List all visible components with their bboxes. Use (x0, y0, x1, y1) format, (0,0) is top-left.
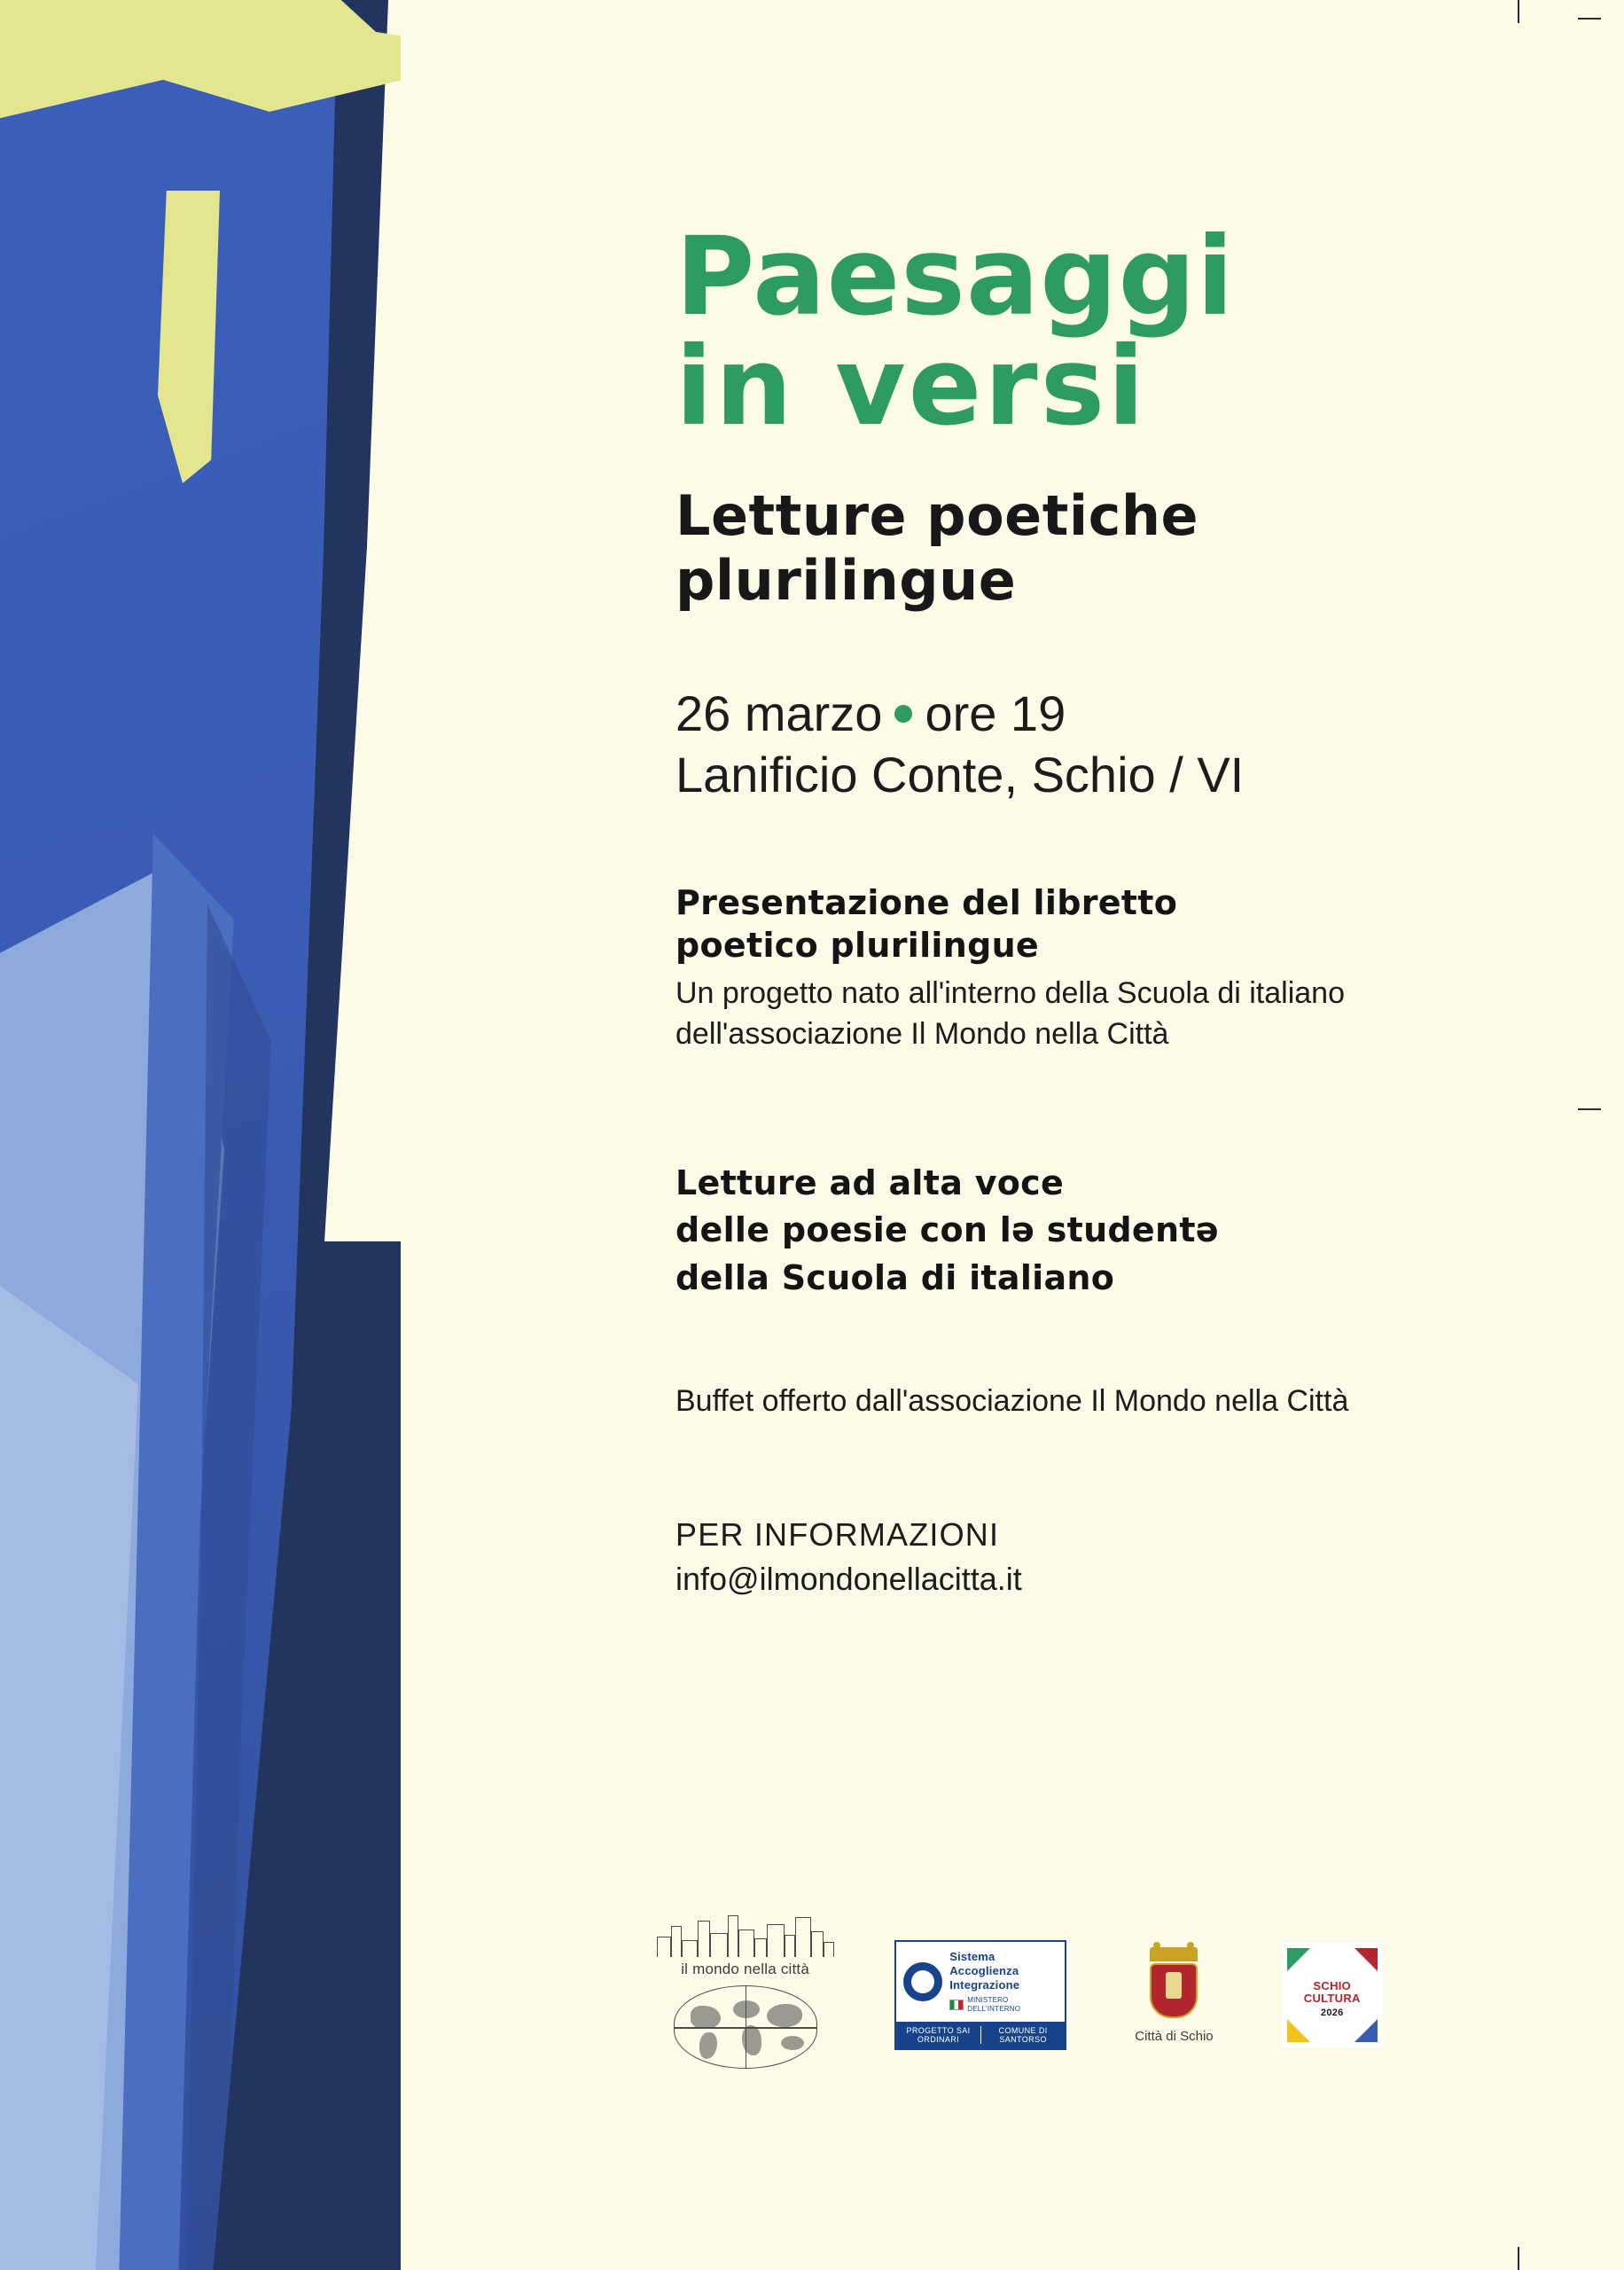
title-line-1: Paesaggi (675, 214, 1235, 340)
sai-segment-comune (980, 2026, 1066, 2044)
cultura-wordmark (1282, 1980, 1383, 2018)
section-presentazione (675, 881, 1562, 1055)
sai-logo-top (896, 1942, 1065, 2022)
sai-logo-bottom (896, 2022, 1065, 2048)
subtitle-line-2: plurilingue (675, 548, 1017, 614)
citta-di-schio-caption: Città di Schio (1135, 2028, 1214, 2044)
cover-artwork (0, 0, 401, 2270)
sai-line-1: Sistema (949, 1950, 995, 1964)
buffet-note: Buffet offerto dall'associazione Il Mondo nella Città (675, 1384, 1349, 1419)
presentazione-body-line-1: Un progetto nato all'interno della Scuola di italiano (675, 976, 1345, 1011)
crop-mark-mid-right-h (1578, 1108, 1601, 1110)
sai-ministry (949, 1996, 1058, 2014)
italian-flag-icon (949, 2000, 964, 2010)
citta-di-schio-logo (1118, 1947, 1230, 2044)
section-letture-heading (675, 1160, 1562, 1303)
sai-seg2-value: SANTORSO (999, 2035, 1047, 2044)
section-presentazione-heading (675, 881, 1562, 967)
cultura-line-1: SCHIO (1313, 1979, 1352, 1992)
letture-head-line-1: Letture ad alta voce (675, 1162, 1065, 1202)
letture-head-line-2: delle poesie con lə studentə (675, 1210, 1219, 1250)
sai-line-2: Accoglienza (949, 1964, 1019, 1978)
event-time: ore 19 (925, 685, 1066, 742)
il-mondo-nella-citta-caption: il mondo nella città (681, 1961, 810, 1977)
event-venue: Lanificio Conte, Schio / VI (675, 746, 1245, 802)
logo-strip (647, 1898, 1383, 2093)
world-map-icon (674, 1985, 817, 2069)
contact-info-title: PER INFORMAZIONI (675, 1516, 1000, 1554)
presentazione-body-line-2: dell'associazione Il Mondo nella Città (675, 1017, 1169, 1052)
sai-line-3: Integrazione (949, 1978, 1020, 1992)
contact-email[interactable]: info@ilmondonellacitta.it (675, 1561, 1022, 1598)
skyline-icon (657, 1911, 834, 1957)
sai-seg2-label: COMUNE DI (998, 2026, 1048, 2035)
event-datetime-venue (675, 684, 1562, 805)
schio-cultura-2026-logo (1282, 1943, 1383, 2047)
crown-icon (1150, 1947, 1198, 1961)
coat-of-arms-icon (1145, 1947, 1202, 2023)
contact-info (675, 1516, 1562, 1598)
presentazione-head-line-1: Presentazione del libretto (675, 882, 1178, 922)
cultura-line-2: CULTURA (1303, 1992, 1361, 2006)
letture-head-line-3: della Scuola di italiano (675, 1258, 1115, 1298)
cultura-arrow-yellow-icon (1287, 2019, 1310, 2042)
sai-seg1-value: ORDINARI (917, 2035, 960, 2044)
sai-segment-progetto (896, 2026, 980, 2044)
cultura-arrow-green-icon (1287, 1948, 1310, 1971)
subtitle-line-1: Letture poetiche (675, 482, 1199, 548)
poster-subtitle (675, 483, 1562, 613)
event-date: 26 marzo (675, 685, 883, 742)
cultura-year: 2026 (1320, 2007, 1344, 2018)
sai-circle-icon (903, 1962, 942, 2001)
title-line-2: in versi (675, 324, 1148, 450)
cultura-arrow-red-icon (1355, 1948, 1378, 1971)
section-letture (675, 1160, 1562, 1303)
cultura-arrow-blue-icon (1355, 2019, 1378, 2042)
separator-dot-icon (894, 705, 912, 723)
crop-mark-top-right-h (1578, 18, 1601, 20)
sai-seg1-label: PROGETTO SAI (906, 2026, 971, 2035)
presentazione-head-line-2: poetico plurilingue (675, 926, 1040, 966)
sai-wordmark (949, 1950, 1058, 2013)
il-mondo-nella-citta-logo (647, 1911, 843, 2079)
shield-icon (1150, 1963, 1198, 2018)
page-title (675, 0, 1562, 450)
section-presentazione-body (675, 973, 1562, 1054)
sistema-accoglienza-integrazione-logo (894, 1940, 1066, 2050)
sai-ministry-label: MINISTERO DELL'INTERNO (967, 1996, 1021, 2013)
